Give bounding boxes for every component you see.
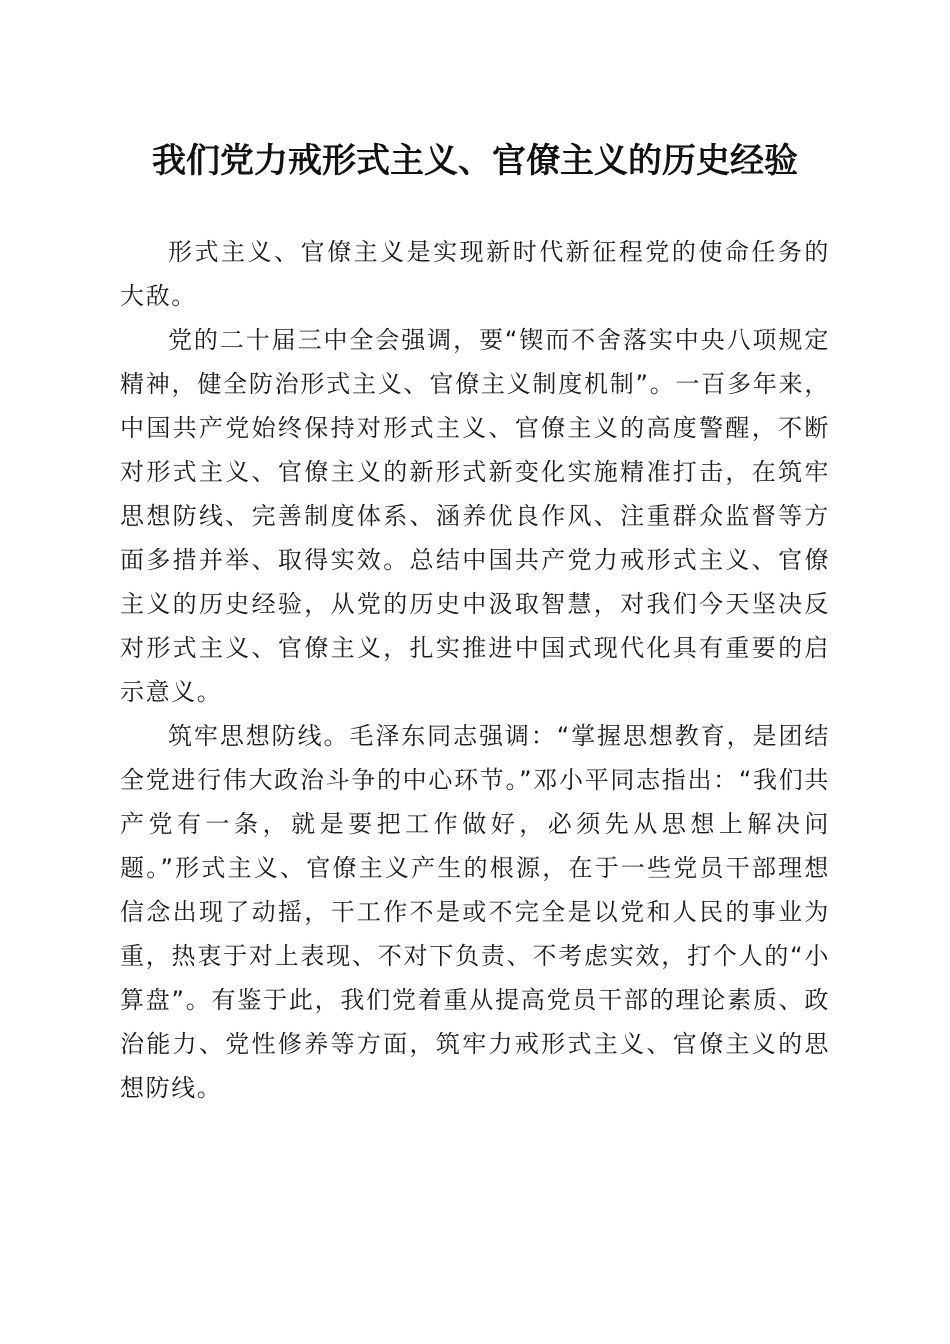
paragraph-intro: 形式主义、官僚主义是实现新时代新征程党的使命任务的大敌。: [120, 238, 830, 310]
paragraph-ideological-defense: 筑牢思想防线。毛泽东同志强调：“掌握思想教育，是团结全党进行伟大政治斗争的中心环节。”邓小平同志指出：“我们共产党有一条，就是要把工作做好，必须先从思想上解决问题。”形式主义、官僚主义产生的根源，在于一些党员干部理想信念出现了动摇，干工作不是或不完全是以党和人民的事业为重，热衷于对上表现、不对下负责、不考虑实效，打个人的“小算盘”。有鉴于此，我们党着重从提高党员干部的理论素质、政治能力、党性修养等方面，筑牢力戒形式主义、官僚主义的思想防线。: [120, 722, 830, 1102]
document-title: 我们党力戒形式主义、官僚主义的历史经验: [152, 141, 798, 181]
paragraph-overview: 党的二十届三中全会强调，要“锲而不舍落实中央八项规定精神，健全防治形式主义、官僚主义制度机制”。一百多年来，中国共产党始终保持对形式主义、官僚主义的高度警醒，不断对形式主义、官僚主义的新形式新变化实施精准打击，在筑牢思想防线、完善制度体系、涵养优良作风、注重群众监督等方面多措并举、取得实效。总结中国共产党力戒形式主义、官僚主义的历史经验，从党的历史中汲取智慧，对我们今天坚决反对形式主义、官僚主义，扎实推进中国式现代化具有重要的启示意义。: [120, 326, 830, 706]
document-body: [120, 230, 830, 1110]
